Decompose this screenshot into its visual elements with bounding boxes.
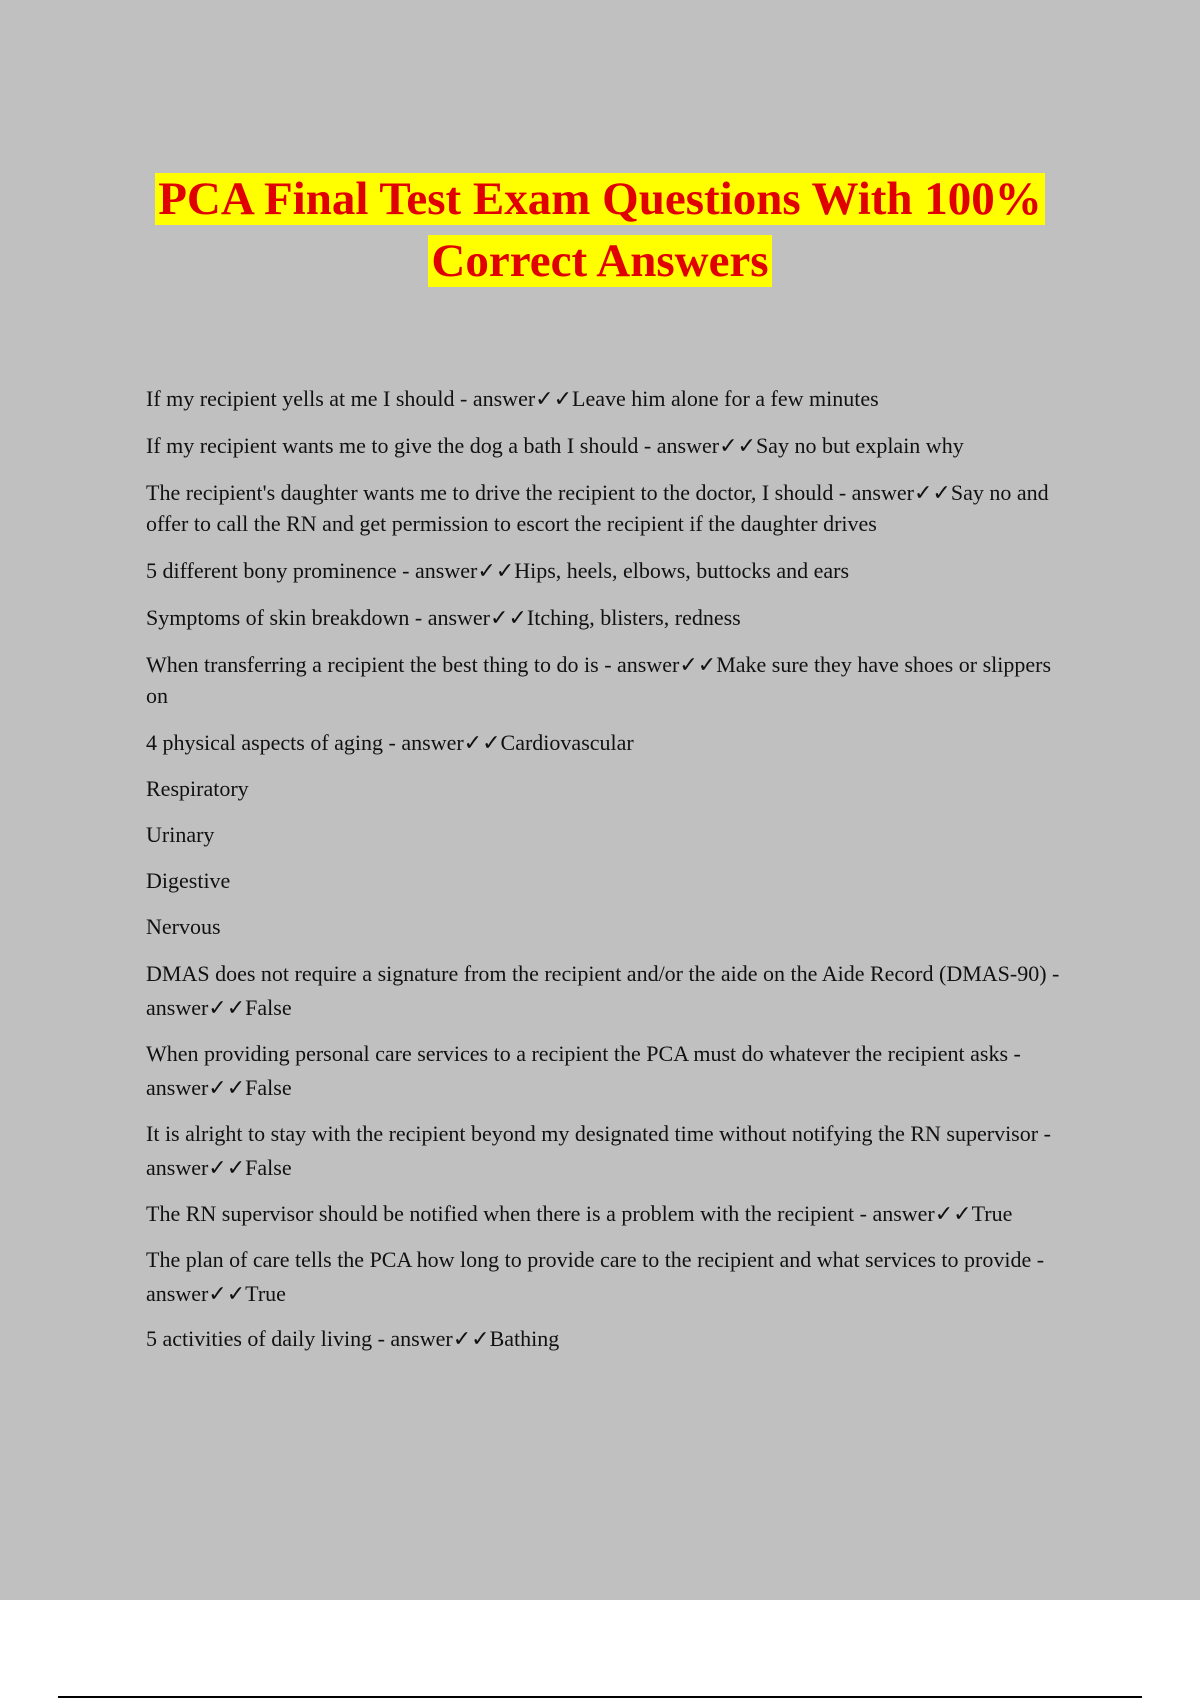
answer-marker: answer✓✓ — [656, 433, 756, 458]
answer-text: False — [245, 995, 292, 1020]
answer-marker: answer✓✓ — [472, 386, 573, 411]
question-text: 5 activities of daily living - — [146, 1326, 391, 1351]
qa-item — [146, 649, 1076, 711]
question-text: 4 physical aspects of aging - — [146, 730, 402, 755]
answer-text: False — [245, 1075, 292, 1100]
answer-text: Cardiovascular — [500, 730, 634, 755]
answer-continuation: Urinary — [146, 822, 215, 847]
answer-text: True — [245, 1281, 286, 1306]
answer-text: Hips, heels, elbows, buttocks and ears — [514, 558, 850, 583]
qa-item — [146, 602, 1076, 633]
question-text: When providing personal care services to a recipient the PCA must do whatever the recipient asks - — [146, 1041, 1021, 1066]
qa-item — [146, 1037, 1076, 1105]
question-text: The RN supervisor should be notified when there is a problem with the recipient - — [146, 1201, 873, 1226]
answer-marker: answer✓✓ — [390, 1326, 490, 1351]
answer-marker: answer✓✓ — [851, 480, 951, 505]
qa-item — [146, 555, 1076, 586]
qa-item — [146, 727, 1076, 758]
qa-item — [146, 1323, 1076, 1354]
question-text: If my recipient yells at me I should - — [146, 386, 473, 411]
qa-item — [146, 477, 1076, 539]
question-text: DMAS does not require a signature from the recipient and/or the aide on the Aide Record (DMAS-90) - — [146, 961, 1060, 986]
answer-text: Leave him alone for a few minutes — [572, 386, 879, 411]
title-line-2: Correct Answers — [428, 235, 771, 287]
answer-marker: answer✓✓ — [146, 1281, 246, 1306]
answer-text: Say no and offer to call the RN and get permission to escort the recipient if the daughter drives — [146, 480, 1049, 536]
title-line-1: PCA Final Test Exam Questions With 100% — [155, 173, 1045, 225]
qa-item — [146, 1117, 1076, 1185]
question-list — [146, 383, 1076, 1370]
question-text: 5 different bony prominence - — [146, 558, 416, 583]
answer-marker: answer✓✓ — [427, 605, 527, 630]
qa-item — [146, 383, 1076, 414]
answer-continuation: Nervous — [146, 914, 221, 939]
answer-text: Make sure they have shoes or slippers on — [146, 652, 1052, 708]
question-text: When transferring a recipient the best thing to do is - — [146, 652, 618, 677]
answer-marker: answer✓✓ — [146, 1155, 246, 1180]
document-title — [0, 168, 1200, 292]
answer-text: Say no but explain why — [755, 433, 964, 458]
answer-text: Bathing — [489, 1326, 560, 1351]
qa-item — [146, 430, 1076, 461]
answer-text: False — [245, 1155, 292, 1180]
answer-marker: answer✓✓ — [146, 995, 246, 1020]
answer-marker: answer✓✓ — [401, 730, 501, 755]
answer-marker: answer✓✓ — [415, 558, 515, 583]
answer-marker: answer✓✓ — [617, 652, 717, 677]
question-text: The plan of care tells the PCA how long to provide care to the recipient and what services to provide - — [146, 1247, 1045, 1272]
question-text: If my recipient wants me to give the dog a bath I should - — [146, 433, 657, 458]
answer-continuation: Respiratory — [146, 776, 249, 801]
answer-text: True — [971, 1201, 1013, 1226]
question-text: It is alright to stay with the recipient beyond my designated time without notifying the RN supervisor - — [146, 1121, 1051, 1146]
qa-item — [146, 1197, 1076, 1231]
question-text: The recipient's daughter wants me to drive the recipient to the doctor, I should - — [146, 480, 852, 505]
answer-text: Itching, blisters, redness — [526, 605, 741, 630]
qa-item — [146, 957, 1076, 1025]
footer-divider — [58, 1696, 1142, 1698]
answer-marker: answer✓✓ — [146, 1075, 246, 1100]
answer-marker: answer✓✓ — [872, 1201, 972, 1226]
question-text: Symptoms of skin breakdown - — [146, 605, 428, 630]
qa-item — [146, 1243, 1076, 1311]
answer-continuation: Digestive — [146, 868, 231, 893]
